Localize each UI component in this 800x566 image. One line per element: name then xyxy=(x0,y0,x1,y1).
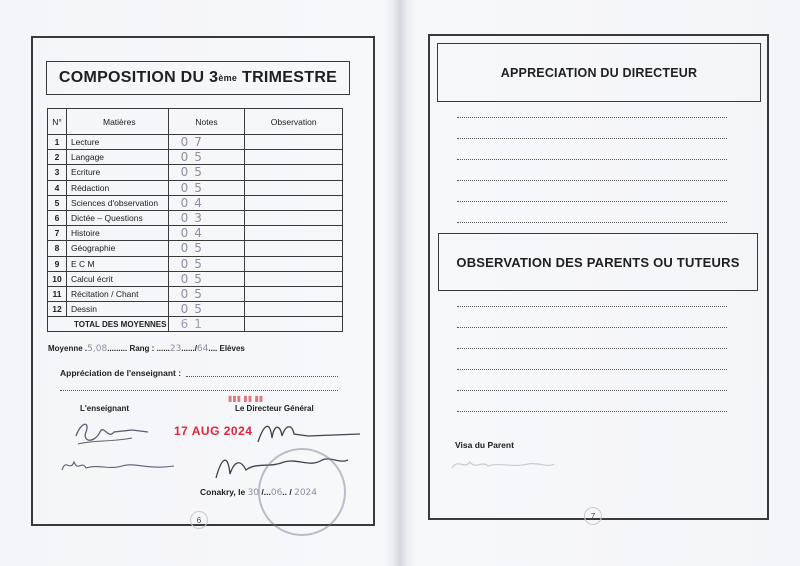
row-observation xyxy=(245,135,343,150)
book-gutter xyxy=(392,0,408,566)
moyenne-label: Moyenne xyxy=(48,344,83,353)
row-note: 05 xyxy=(168,180,245,195)
parents-line xyxy=(457,306,727,307)
director-signature xyxy=(252,414,362,448)
row-subject: Récitation / Chant xyxy=(66,286,168,301)
row-num: 11 xyxy=(48,286,67,301)
row-note: 07 xyxy=(168,135,245,150)
row-note: 03 xyxy=(168,210,245,225)
parents-line xyxy=(457,327,727,328)
directeur-label: Le Directeur Général xyxy=(235,404,314,413)
row-observation xyxy=(245,286,343,301)
directeur-line xyxy=(457,201,727,202)
row-observation xyxy=(245,195,343,210)
table-row xyxy=(48,195,343,210)
row-num: 1 xyxy=(48,135,67,150)
table-row xyxy=(48,256,343,271)
appreciation-line xyxy=(186,376,338,377)
table-row xyxy=(48,135,343,150)
grades-table xyxy=(47,108,343,332)
directeur-line xyxy=(457,180,727,181)
row-subject: Dictée – Questions xyxy=(66,210,168,225)
row-subject: Géographie xyxy=(66,241,168,256)
visa-parent-label: Visa du Parent xyxy=(455,440,514,450)
parents-observation-title: OBSERVATION DES PARENTS OU TUTEURS xyxy=(438,233,758,291)
row-observation xyxy=(245,226,343,241)
row-subject: Lecture xyxy=(66,135,168,150)
conakry-date-line: Conakry, le 30 /...06.. / 2024 xyxy=(200,487,318,498)
row-subject: Rédaction xyxy=(66,180,168,195)
parents-line xyxy=(457,411,727,412)
directeur-appreciation-title: APPRECIATION DU DIRECTEUR xyxy=(437,43,761,102)
row-num: 12 xyxy=(48,302,67,317)
row-note: 05 xyxy=(168,150,245,165)
title-sup: ème xyxy=(218,73,238,83)
row-observation xyxy=(245,210,343,225)
received-date-stamp: 17 AUG 2024 xyxy=(174,424,253,438)
row-num: 6 xyxy=(48,210,67,225)
appreciation-enseignant-label: Appréciation de l'enseignant : xyxy=(60,368,182,378)
moyenne-value: 5,08 xyxy=(87,344,108,354)
directeur-line xyxy=(457,222,727,223)
row-note: 05 xyxy=(168,256,245,271)
row-num: 3 xyxy=(48,165,67,180)
row-note: 04 xyxy=(168,226,245,241)
left-page-title xyxy=(46,61,350,95)
row-num: 10 xyxy=(48,271,67,286)
table-header-row xyxy=(48,109,343,135)
row-subject: Ecriture xyxy=(66,165,168,180)
date-day: 30 xyxy=(247,488,260,498)
table-row xyxy=(48,150,343,165)
row-subject: Dessin xyxy=(66,302,168,317)
table-row xyxy=(48,302,343,317)
row-subject: Histoire xyxy=(66,226,168,241)
rang-value: 23 xyxy=(169,344,182,354)
total-row xyxy=(48,317,343,332)
parents-line xyxy=(457,369,727,370)
table-row xyxy=(48,210,343,225)
row-note: 05 xyxy=(168,241,245,256)
rang-total: 64 xyxy=(196,344,209,354)
page-number-right: 7 xyxy=(584,507,602,525)
row-subject: E C M xyxy=(66,256,168,271)
row-num: 5 xyxy=(48,195,67,210)
conakry-label: Conakry, le xyxy=(200,487,246,497)
row-observation xyxy=(245,271,343,286)
row-num: 8 xyxy=(48,241,67,256)
enseignant-label: L'enseignant xyxy=(80,404,130,413)
table-row xyxy=(48,286,343,301)
parent-signature-faded xyxy=(448,450,558,478)
row-observation xyxy=(245,241,343,256)
parents-line xyxy=(457,348,727,349)
date-month: 06 xyxy=(270,488,283,498)
table-row xyxy=(48,241,343,256)
enseignant-signature xyxy=(72,414,152,450)
header-observation: Observation xyxy=(245,109,343,135)
directeur-line xyxy=(457,159,727,160)
directeur-line xyxy=(457,117,727,118)
row-observation xyxy=(245,150,343,165)
table-row xyxy=(48,271,343,286)
table-row xyxy=(48,165,343,180)
moyenne-line: Moyenne .5,08......... Rang : ......23....../64.... Elèves xyxy=(48,344,245,354)
total-value: 61 xyxy=(168,317,245,332)
row-note: 05 xyxy=(168,165,245,180)
appreciation-line xyxy=(60,390,338,391)
row-note: 05 xyxy=(168,286,245,301)
total-observation xyxy=(245,317,343,332)
title-end: TRIMESTRE xyxy=(237,69,338,86)
row-note: 04 xyxy=(168,195,245,210)
header-subject: Matières xyxy=(66,109,168,135)
row-observation xyxy=(245,256,343,271)
header-num: N° xyxy=(48,109,67,135)
directeur-line xyxy=(457,138,727,139)
total-label: TOTAL DES MOYENNES xyxy=(48,317,169,332)
row-subject: Calcul écrit xyxy=(66,271,168,286)
rang-label: Rang : xyxy=(129,344,155,353)
row-num: 9 xyxy=(48,256,67,271)
row-observation xyxy=(245,165,343,180)
title-main: COMPOSITION DU 3 xyxy=(58,69,219,86)
row-subject: Sciences d'observation xyxy=(66,195,168,210)
row-num: 2 xyxy=(48,150,67,165)
row-num: 7 xyxy=(48,226,67,241)
enseignant-name-handwriting xyxy=(58,452,178,478)
eleves-label: Elèves xyxy=(219,344,245,353)
row-note: 05 xyxy=(168,271,245,286)
table-row xyxy=(48,180,343,195)
date-year: 2024 xyxy=(294,488,318,498)
row-num: 4 xyxy=(48,180,67,195)
page-number-left: 6 xyxy=(190,511,208,529)
parents-line xyxy=(457,390,727,391)
stamp-header: ▮▮▮ ▮▮ ▮▮ xyxy=(228,394,264,403)
row-subject: Langage xyxy=(66,150,168,165)
header-notes: Notes xyxy=(168,109,245,135)
row-note: 05 xyxy=(168,302,245,317)
row-observation xyxy=(245,180,343,195)
table-row xyxy=(48,226,343,241)
row-observation xyxy=(245,302,343,317)
